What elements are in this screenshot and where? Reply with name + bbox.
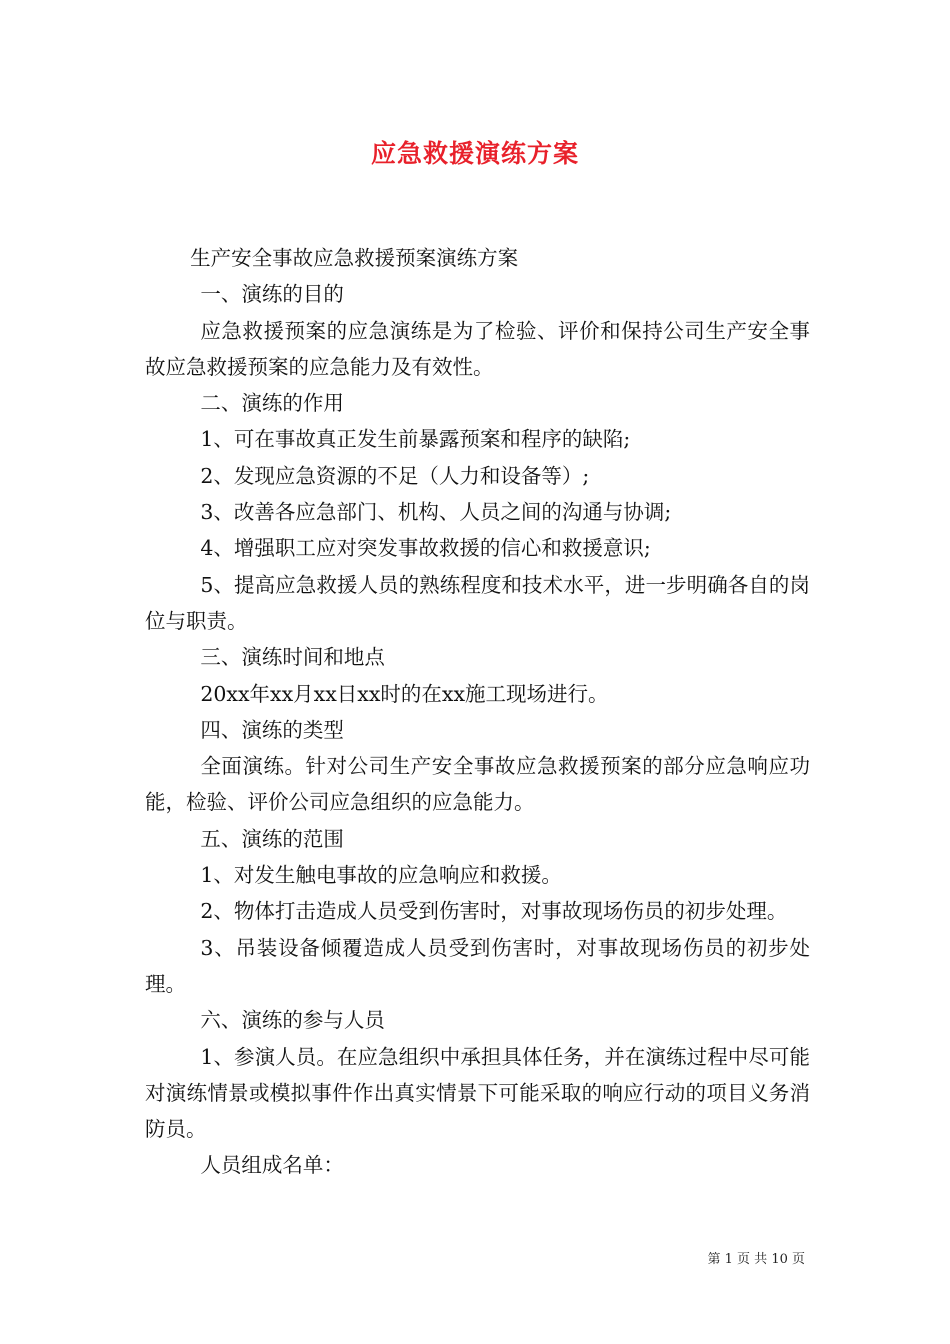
document-body bbox=[145, 240, 810, 1184]
list-item-role-4: 4、增强职工应对突发事故救援的信心和救援意识; bbox=[200, 536, 651, 561]
list-item-role-2: 2、发现应急资源的不足（人力和设备等）; bbox=[200, 463, 590, 488]
section-heading-scope: 五、演练的范围 bbox=[200, 826, 344, 851]
paragraph-member-list: 人员组成名单： bbox=[200, 1153, 344, 1178]
section-heading-participants: 六、演练的参与人员 bbox=[200, 1008, 385, 1033]
paragraph-type: 全面演练。针对公司生产安全事故应急救援预案的部分应急响应功能，检验、评价公司应急组织的应急能力。 bbox=[145, 754, 810, 815]
section-heading-time-place: 三、演练时间和地点 bbox=[200, 645, 385, 670]
list-item-role-3: 3、改善各应急部门、机构、人员之间的沟通与协调; bbox=[200, 500, 672, 525]
list-item-role-5: 5、提高应急救援人员的熟练程度和技术水平，进一步明确各自的岗位与职责。 bbox=[145, 572, 810, 633]
page-number-footer: 第 1 页 共 10 页 bbox=[707, 1252, 805, 1267]
document-subtitle: 生产安全事故应急救援预案演练方案 bbox=[190, 246, 519, 270]
list-item-scope-3: 3、吊装设备倾覆造成人员受到伤害时，对事故现场伤员的初步处理。 bbox=[145, 935, 810, 996]
section-heading-role: 二、演练的作用 bbox=[200, 391, 344, 416]
section-heading-type: 四、演练的类型 bbox=[200, 717, 344, 742]
list-item-participants-1: 1、参演人员。在应急组织中承担具体任务，并在演练过程中尽可能对演练情景或模拟事件作出真实情景下可能采取的响应行动的项目义务消防员。 bbox=[145, 1044, 810, 1142]
list-item-scope-2: 2、物体打击造成人员受到伤害时，对事故现场伤员的初步处理。 bbox=[200, 899, 788, 924]
paragraph-time-place: 20xx年xx月xx日xx时的在xx施工现场进行。 bbox=[200, 681, 609, 706]
paragraph-purpose: 应急救援预案的应急演练是为了检验、评价和保持公司生产安全事故应急救援预案的应急能力及有效性。 bbox=[145, 318, 810, 379]
section-heading-purpose: 一、演练的目的 bbox=[200, 282, 344, 307]
document-title: 应急救援演练方案 bbox=[370, 139, 579, 168]
list-item-role-1: 1、可在事故真正发生前暴露预案和程序的缺陷; bbox=[200, 427, 631, 452]
list-item-scope-1: 1、对发生触电事故的应急响应和救援。 bbox=[200, 863, 562, 888]
